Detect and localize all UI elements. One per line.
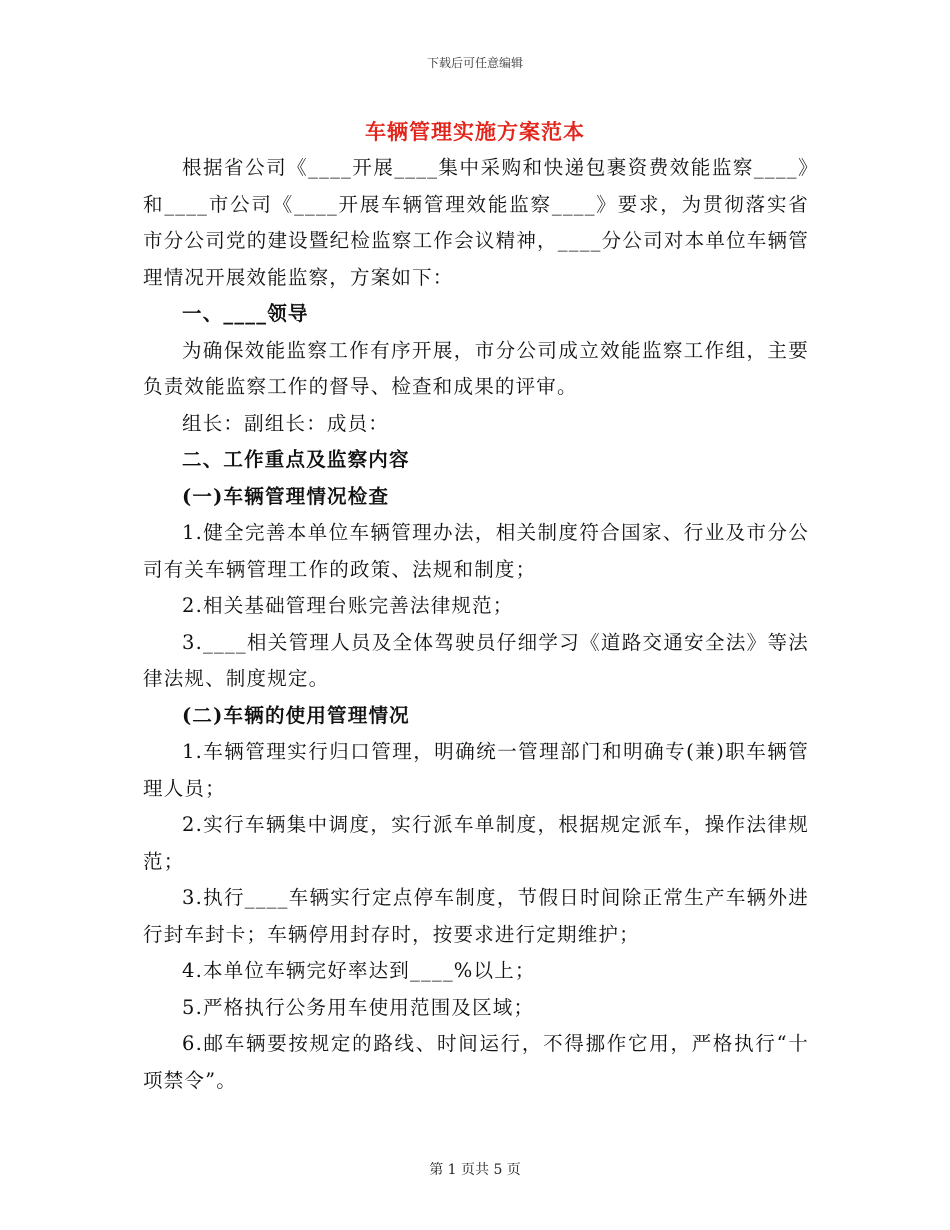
paragraph-11: 2.实行车辆集中调度，实行派车单制度，根据规定派车，操作法律规范； (143, 813, 809, 873)
document-body (143, 150, 809, 1099)
paragraph-9: (二)车辆的使用管理情况 (182, 703, 410, 727)
paragraph-0: 根据省公司《____开展____集中采购和快递包裹资费效能监察____》和____市公司《____开展车辆管理效能监察____》要求，为贯彻落实省市分公司党的建设暨纪检监察工作会议精神，____分公司对本单位车辆管理情况开展效能监察，方案如下： (143, 156, 809, 289)
paragraph-12: 3.执行____车辆实行定点停车制度，节假日时间除正常生产车辆外进行封车封卡；车辆停用封存时，按要求进行定期维护； (143, 886, 809, 946)
paragraph-8: 3.____相关管理人员及全体驾驶员仔细学习《道路交通安全法》等法律法规、制度规定。 (143, 630, 809, 690)
paragraph-6: 1.健全完善本单位车辆管理办法，相关制度符合国家、行业及市分公司有关车辆管理工作的政策、法规和制度； (143, 521, 809, 581)
paragraph-7: 2.相关基础管理台账完善法律规范； (182, 594, 514, 617)
paragraph-4: 二、工作重点及监察内容 (182, 448, 410, 471)
paragraph-10: 1.车辆管理实行归口管理，明确统一管理部门和明确专(兼)职车辆管理人员； (143, 740, 809, 800)
paragraph-14: 5.严格执行公务用车使用范围及区域； (182, 995, 535, 1019)
paragraph-5: (一)车辆管理情况检查 (182, 484, 390, 508)
paragraph-1: 一、____领导 (182, 302, 309, 325)
paragraph-13: 4.本单位车辆完好率达到____%以上； (182, 959, 536, 982)
page-footer: 第 1 页共 5 页 (429, 1162, 521, 1178)
paragraph-15: 6.邮车辆要按规定的路线、时间运行，不得挪作它用，严格执行“十项禁令”。 (143, 1032, 809, 1092)
paragraph-2: 为确保效能监察工作有序开展，市分公司成立效能监察工作组，主要负责效能监察工作的督导、检查和成果的评审。 (143, 338, 809, 398)
page-header: 下载后可任意编辑 (426, 56, 523, 70)
paragraph-3: 组长：副组长：成员： (182, 411, 390, 435)
document-title: 车辆管理实施方案范本 (365, 119, 585, 144)
